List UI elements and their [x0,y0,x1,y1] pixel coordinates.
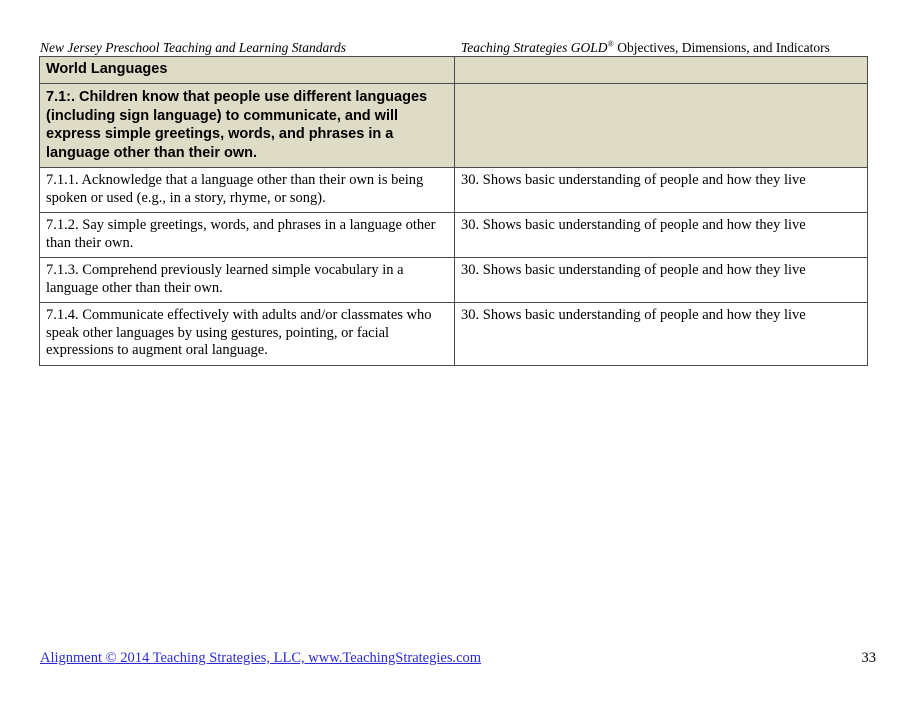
objective-cell: 30. Shows basic understanding of people and how they live [455,168,868,213]
standard-text-cell: 7.1:. Children know that people use different languages (including sign language) to communicate, and will express simple greetings, words, and phrases in a language other than their own. [40,84,455,168]
indicator-cell: 7.1.4. Communicate effectively with adults and/or classmates who speak other languages by using gestures, pointing, or facial expressions to augment oral language. [40,303,455,366]
registered-mark-icon: ® [607,39,614,49]
table-row-standard [40,84,868,168]
running-head-right-regular: Objectives, Dimensions, and Indicators [613,40,830,55]
running-head-right-italic: Teaching Strategies GOLD [461,40,608,55]
indicator-cell: 7.1.2. Say simple greetings, words, and phrases in a language other than their own. [40,213,455,258]
footer-copyright-link[interactable]: Alignment © 2014 Teaching Strategies, LLC, www.TeachingStrategies.com [40,650,482,666]
table-row [40,213,868,258]
running-head-left: New Jersey Preschool Teaching and Learning Standards [40,40,346,55]
domain-title-cell: World Languages [40,57,455,84]
indicator-cell: 7.1.3. Comprehend previously learned simple vocabulary in a language other than their own. [40,258,455,303]
standards-alignment-table [39,56,868,366]
standard-right-cell [455,84,868,168]
table-row-domain-title [40,57,868,84]
running-head-right [461,40,830,56]
table-row [40,258,868,303]
table-row [40,168,868,213]
domain-title-right-cell [455,57,868,84]
table-row [40,303,868,366]
footer-page-number: 33 [861,650,876,666]
objective-cell: 30. Shows basic understanding of people and how they live [455,213,868,258]
objective-cell: 30. Shows basic understanding of people and how they live [455,258,868,303]
indicator-cell: 7.1.1. Acknowledge that a language other than their own is being spoken or used (e.g., in a story, rhyme, or song). [40,168,455,213]
objective-cell: 30. Shows basic understanding of people and how they live [455,303,868,366]
